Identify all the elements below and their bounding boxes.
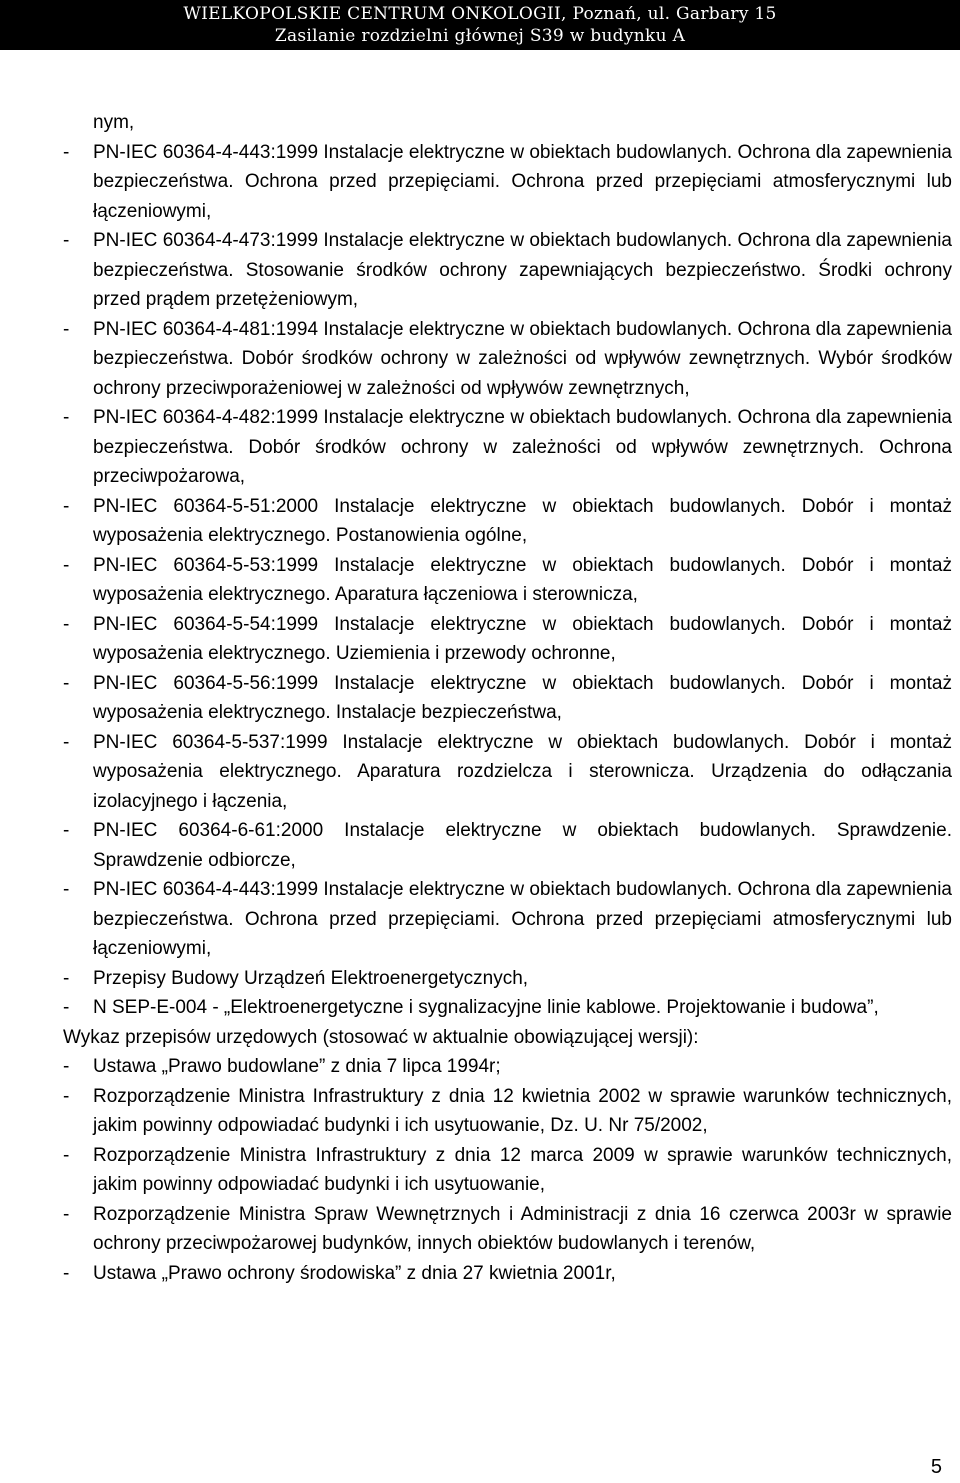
standard-item: - PN-IEC 60364-4-482:1999 Instalacje elektryczne w obiektach budowlanych. Ochrona dla zapewnienia bezpieczeństwa. Dobór środków ochrony w zależności od wpływów zewnętrznych. Ochrona przeciwpożarowa, xyxy=(63,407,952,487)
regulation-item: - Ustawa „Prawo budowlane” z dnia 7 lipca 1994r; xyxy=(63,1056,501,1077)
header-project: Zasilanie rozdzielni głównej S39 w budynku A xyxy=(274,26,686,46)
document-body xyxy=(0,108,960,1288)
page-number: 5 xyxy=(930,1456,942,1478)
standard-item: - PN-IEC 60364-5-56:1999 Instalacje elektryczne w obiektach budowlanych. Dobór i montaż wyposażenia elektrycznego. Instalacje bezpieczeństwa, xyxy=(63,672,952,723)
standard-item: - PN-IEC 60364-4-443:1999 Instalacje elektryczne w obiektach budowlanych. Ochrona dla zapewnienia bezpieczeństwa. Ochrona przed przepięciami. Ochrona przed przepięciami atmosferycznymi lub łączeniowymi, xyxy=(63,879,952,959)
standard-item: - PN-IEC 60364-5-53:1999 Instalacje elektryczne w obiektach budowlanych. Dobór i montaż wyposażenia elektrycznego. Aparatura łączeniowa i sterownicza, xyxy=(63,554,952,605)
document-header xyxy=(0,0,960,50)
continuation-text: nym, xyxy=(93,112,135,133)
standard-item: - PN-IEC 60364-4-481:1994 Instalacje elektryczne w obiektach budowlanych. Ochrona dla zapewnienia bezpieczeństwa. Dobór środków ochrony w zależności od wpływów zewnętrznych. Wybór środków ochrony przeciwporażeniowej w zależności od wpływów zewnętrznych, xyxy=(63,318,952,399)
standard-item: - N SEP-E-004 - „Elektroenergetyczne i sygnalizacyjne linie kablowe. Projektowanie i budowa”, xyxy=(63,997,879,1018)
regulations-heading: Wykaz przepisów urzędowych (stosować w aktualnie obowiązującej wersji): xyxy=(63,1026,699,1048)
regulation-item: - Rozporządzenie Ministra Infrastruktury z dnia 12 kwietnia 2002 w sprawie warunków technicznych, jakim powinny odpowiadać budynki i ich usytuowanie, Dz. U. Nr 75/2002, xyxy=(63,1085,952,1136)
standard-item: - PN-IEC 60364-4-473:1999 Instalacje elektryczne w obiektach budowlanych. Ochrona dla zapewnienia bezpieczeństwa. Stosowanie środków ochrony zapewniających bezpieczeństwo. Środki ochrony przed prądem przetężeniowym, xyxy=(63,230,952,310)
standard-item: - PN-IEC 60364-5-537:1999 Instalacje elektryczne w obiektach budowlanych. Dobór i montaż wyposażenia elektrycznego. Aparatura rozdzielcza i sterownicza. Urządzenia do odłączania izolacyjnego i łączenia, xyxy=(63,731,952,812)
regulation-item: - Ustawa „Prawo ochrony środowiska” z dnia 27 kwietnia 2001r, xyxy=(63,1262,616,1284)
standard-item: - PN-IEC 60364-5-54:1999 Instalacje elektryczne w obiektach budowlanych. Dobór i montaż wyposażenia elektrycznego. Uziemienia i przewody ochronne, xyxy=(63,613,952,664)
standard-item: - PN-IEC 60364-6-61:2000 Instalacje elektryczne w obiektach budowlanych. Sprawdzenie. Sprawdzenie odbiorcze, xyxy=(63,820,952,871)
header-institution: WIELKOPOLSKIE CENTRUM ONKOLOGII, Poznań, ul. Garbary 15 xyxy=(183,4,777,24)
standard-item: - PN-IEC 60364-4-443:1999 Instalacje elektryczne w obiektach budowlanych. Ochrona dla zapewnienia bezpieczeństwa. Ochrona przed przepięciami. Ochrona przed przepięciami atmosferycznymi lub łączeniowymi, xyxy=(63,141,952,222)
standard-item: - Przepisy Budowy Urządzeń Elektroenergetycznych, xyxy=(63,967,529,989)
regulation-item: - Rozporządzenie Ministra Infrastruktury z dnia 12 marca 2009 w sprawie warunków technicznych, jakim powinny odpowiadać budynki i ich usytuowanie, xyxy=(63,1144,952,1195)
regulation-item: - Rozporządzenie Ministra Spraw Wewnętrznych i Administracji z dnia 16 czerwca 2003r w sprawie ochrony przeciwpożarowej budynków, innych obiektów budowlanych i terenów, xyxy=(63,1203,952,1254)
standard-item: - PN-IEC 60364-5-51:2000 Instalacje elektryczne w obiektach budowlanych. Dobór i montaż wyposażenia elektrycznego. Postanowienia ogólne, xyxy=(63,495,952,546)
